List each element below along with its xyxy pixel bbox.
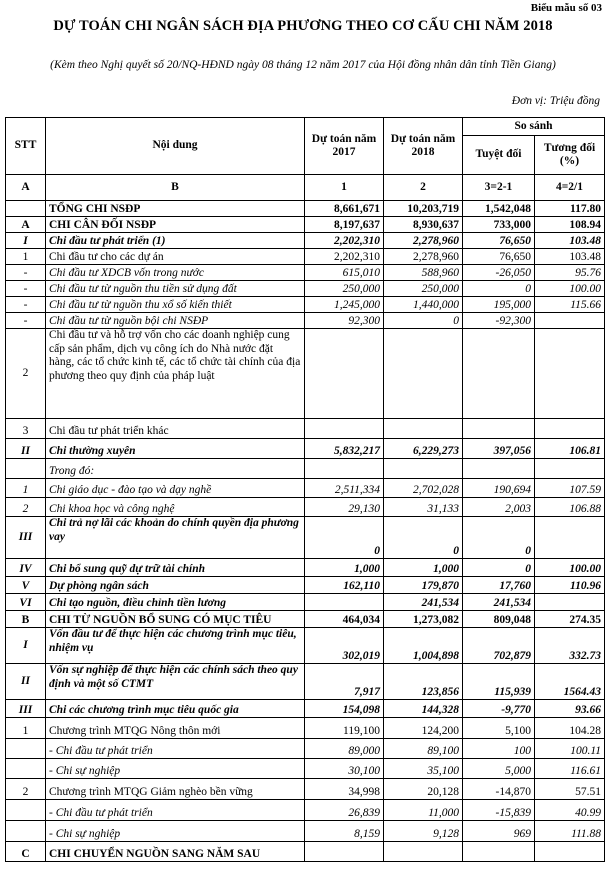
header-stt: STT xyxy=(6,118,46,175)
row-stt: 2 xyxy=(6,779,46,800)
row-absolute-change: 2,003 xyxy=(463,498,535,517)
row-estimate-2017: 615,010 xyxy=(305,265,384,281)
row-relative-change: 100.00 xyxy=(535,559,605,577)
row-content: Chi đầu tư từ nguồn thu tiền sử dụng đất xyxy=(46,281,305,297)
row-estimate-2018: 0 xyxy=(384,313,463,329)
unit-label: Đơn vị: Triệu đồng xyxy=(511,95,600,107)
row-estimate-2017: 8,661,671 xyxy=(305,201,384,217)
row-estimate-2018: 2,702,028 xyxy=(384,479,463,498)
row-stt: - xyxy=(6,265,46,281)
row-relative-change: 111.88 xyxy=(535,821,605,842)
row-absolute-change xyxy=(463,419,535,439)
row-estimate-2017: 0 xyxy=(305,517,384,559)
row-absolute-change: 115,939 xyxy=(463,664,535,700)
row-estimate-2017: 119,100 xyxy=(305,718,384,739)
row-estimate-2017: 5,832,217 xyxy=(305,439,384,459)
row-stt: 3 xyxy=(6,419,46,439)
table-row xyxy=(6,611,605,628)
row-stt: 1 xyxy=(6,249,46,265)
row-content: Chi đầu tư và hỗ trợ vốn cho các doanh nghiệp cung cấp sản phẩm, dịch vụ công ích do Nhà nước đặt hàng, các tổ chức kinh tế, các tổ chức tài chính của địa phương theo quy định của pháp luật xyxy=(46,329,305,419)
row-absolute-change: -92,300 xyxy=(463,313,535,329)
table-row xyxy=(6,577,605,594)
index-relative: 4=2/1 xyxy=(535,175,605,201)
index-2017: 1 xyxy=(305,175,384,201)
row-absolute-change: -14,870 xyxy=(463,779,535,800)
row-content: - Chi sự nghiệp xyxy=(46,821,305,842)
row-stt xyxy=(6,201,46,217)
row-relative-change xyxy=(535,594,605,611)
row-absolute-change: 76,650 xyxy=(463,249,535,265)
row-relative-change: 108.94 xyxy=(535,217,605,233)
row-relative-change: 104.28 xyxy=(535,718,605,739)
row-content: Chi bổ sung quỹ dự trữ tài chính xyxy=(46,559,305,577)
row-relative-change: 116.61 xyxy=(535,759,605,779)
row-estimate-2017: 8,159 xyxy=(305,821,384,842)
row-absolute-change: 733,000 xyxy=(463,217,535,233)
row-stt: II xyxy=(6,664,46,700)
header-relative: Tương đối (%) xyxy=(535,136,605,175)
row-content: - Chi đầu tư phát triển xyxy=(46,739,305,759)
row-estimate-2017: 89,000 xyxy=(305,739,384,759)
page-subtitle: (Kèm theo Nghị quyết số 20/NQ-HĐND ngày 08 tháng 12 năm 2017 của Hội đồng nhân dân tỉnh Tiền Giang) xyxy=(50,59,556,71)
row-absolute-change: 100 xyxy=(463,739,535,759)
row-absolute-change: 809,048 xyxy=(463,611,535,628)
header-content: Nội dung xyxy=(46,118,305,175)
row-stt: - xyxy=(6,313,46,329)
row-stt: V xyxy=(6,577,46,594)
table-row xyxy=(6,329,605,419)
row-stt xyxy=(6,800,46,821)
table-row xyxy=(6,439,605,459)
row-content: Chi thường xuyên xyxy=(46,439,305,459)
row-estimate-2018: 2,278,960 xyxy=(384,249,463,265)
row-relative-change xyxy=(535,842,605,862)
row-relative-change: 93.66 xyxy=(535,700,605,718)
row-absolute-change: -26,050 xyxy=(463,265,535,281)
row-estimate-2018: 8,930,637 xyxy=(384,217,463,233)
row-content: TỔNG CHI NSĐP xyxy=(46,201,305,217)
row-stt: - xyxy=(6,297,46,313)
row-relative-change: 115.66 xyxy=(535,297,605,313)
row-absolute-change: 702,879 xyxy=(463,628,535,664)
form-number: Biểu mẫu số 03 xyxy=(530,2,602,14)
row-estimate-2018: 31,133 xyxy=(384,498,463,517)
table-row xyxy=(6,559,605,577)
row-content: Vốn sự nghiệp để thực hiện các chính sách theo quy định và một số CTMT xyxy=(46,664,305,700)
header-absolute: Tuyệt đối xyxy=(463,136,535,175)
row-estimate-2018: 1,004,898 xyxy=(384,628,463,664)
table-row xyxy=(6,459,605,479)
row-absolute-change xyxy=(463,329,535,419)
row-estimate-2017: 464,034 xyxy=(305,611,384,628)
table-row xyxy=(6,419,605,439)
row-absolute-change: 17,760 xyxy=(463,577,535,594)
row-estimate-2017: 154,098 xyxy=(305,700,384,718)
table-row xyxy=(6,498,605,517)
row-estimate-2017: 302,019 xyxy=(305,628,384,664)
row-estimate-2017 xyxy=(305,419,384,439)
row-stt: III xyxy=(6,517,46,559)
row-stt: II xyxy=(6,439,46,459)
row-absolute-change: 1,542,048 xyxy=(463,201,535,217)
row-content: Vốn đầu tư để thực hiện các chương trình mục tiêu, nhiệm vụ xyxy=(46,628,305,664)
row-estimate-2018: 1,000 xyxy=(384,559,463,577)
row-estimate-2018 xyxy=(384,842,463,862)
row-estimate-2018: 250,000 xyxy=(384,281,463,297)
table-row xyxy=(6,700,605,718)
table-row xyxy=(6,821,605,842)
row-estimate-2018: 588,960 xyxy=(384,265,463,281)
row-relative-change: 106.81 xyxy=(535,439,605,459)
row-estimate-2018 xyxy=(384,419,463,439)
row-relative-change: 95.76 xyxy=(535,265,605,281)
row-stt xyxy=(6,739,46,759)
row-content: Chi giáo dục - đào tạo và dạy nghề xyxy=(46,479,305,498)
row-estimate-2018: 123,856 xyxy=(384,664,463,700)
table-row xyxy=(6,779,605,800)
row-estimate-2018: 35,100 xyxy=(384,759,463,779)
row-absolute-change: 969 xyxy=(463,821,535,842)
row-estimate-2017 xyxy=(305,329,384,419)
row-estimate-2018: 0 xyxy=(384,517,463,559)
table-row xyxy=(6,479,605,498)
table-row xyxy=(6,664,605,700)
table-row xyxy=(6,201,605,217)
table-row xyxy=(6,739,605,759)
row-stt: 1 xyxy=(6,718,46,739)
row-estimate-2018: 179,870 xyxy=(384,577,463,594)
row-content: Chương trình MTQG Nông thôn mới xyxy=(46,718,305,739)
row-content: - Chi đầu tư phát triển xyxy=(46,800,305,821)
row-relative-change: 110.96 xyxy=(535,577,605,594)
row-relative-change: 107.59 xyxy=(535,479,605,498)
row-estimate-2017: 2,202,310 xyxy=(305,249,384,265)
row-absolute-change: 5,000 xyxy=(463,759,535,779)
row-estimate-2017: 1,245,000 xyxy=(305,297,384,313)
row-content: Chi đầu tư phát triển (1) xyxy=(46,233,305,249)
row-estimate-2017 xyxy=(305,842,384,862)
row-content: Chi đầu tư phát triển khác xyxy=(46,419,305,439)
row-estimate-2017: 92,300 xyxy=(305,313,384,329)
row-stt: 2 xyxy=(6,498,46,517)
row-stt: C xyxy=(6,842,46,862)
row-relative-change: 57.51 xyxy=(535,779,605,800)
header-est-2018: Dự toán năm 2018 xyxy=(384,118,463,175)
row-absolute-change: 5,100 xyxy=(463,718,535,739)
row-content: Trong đó: xyxy=(46,459,305,479)
row-estimate-2017: 7,917 xyxy=(305,664,384,700)
row-absolute-change xyxy=(463,459,535,479)
row-estimate-2017: 8,197,637 xyxy=(305,217,384,233)
row-content: Chi trả nợ lãi các khoản do chính quyền địa phương vay xyxy=(46,517,305,559)
row-stt: 2 xyxy=(6,329,46,419)
row-estimate-2017 xyxy=(305,594,384,611)
row-absolute-change: 0 xyxy=(463,281,535,297)
table-row xyxy=(6,265,605,281)
row-stt: VI xyxy=(6,594,46,611)
budget-table xyxy=(5,117,605,862)
row-estimate-2018 xyxy=(384,329,463,419)
row-stt: I xyxy=(6,628,46,664)
row-absolute-change: 0 xyxy=(463,517,535,559)
header-compare: So sánh xyxy=(463,118,605,136)
row-absolute-change: 76,650 xyxy=(463,233,535,249)
row-absolute-change: 0 xyxy=(463,559,535,577)
index-stt: A xyxy=(6,175,46,201)
table-row xyxy=(6,517,605,559)
table-row xyxy=(6,281,605,297)
row-estimate-2017: 29,130 xyxy=(305,498,384,517)
row-content: Chi đầu tư cho các dự án xyxy=(46,249,305,265)
row-estimate-2018 xyxy=(384,459,463,479)
row-relative-change xyxy=(535,459,605,479)
row-stt: A xyxy=(6,217,46,233)
row-content: Chi đầu tư từ nguồn bội chi NSĐP xyxy=(46,313,305,329)
row-relative-change: 103.48 xyxy=(535,233,605,249)
row-content: Chi đầu tư từ nguồn thu xổ số kiến thiết xyxy=(46,297,305,313)
row-relative-change: 100.00 xyxy=(535,281,605,297)
row-absolute-change: -9,770 xyxy=(463,700,535,718)
table-row xyxy=(6,628,605,664)
row-estimate-2018: 20,128 xyxy=(384,779,463,800)
row-absolute-change: 190,694 xyxy=(463,479,535,498)
table-row xyxy=(6,313,605,329)
row-relative-change xyxy=(535,313,605,329)
row-absolute-change: 241,534 xyxy=(463,594,535,611)
row-stt: I xyxy=(6,233,46,249)
row-relative-change xyxy=(535,517,605,559)
row-relative-change: 332.73 xyxy=(535,628,605,664)
row-estimate-2018: 9,128 xyxy=(384,821,463,842)
row-estimate-2018: 1,440,000 xyxy=(384,297,463,313)
row-stt: IV xyxy=(6,559,46,577)
row-content: CHI CHUYỂN NGUỒN SANG NĂM SAU xyxy=(46,842,305,862)
index-absolute: 3=2-1 xyxy=(463,175,535,201)
row-absolute-change: 397,056 xyxy=(463,439,535,459)
row-estimate-2018: 89,100 xyxy=(384,739,463,759)
row-estimate-2017: 34,998 xyxy=(305,779,384,800)
row-estimate-2017: 2,511,334 xyxy=(305,479,384,498)
row-content: CHI CÂN ĐỐI NSĐP xyxy=(46,217,305,233)
row-estimate-2017: 2,202,310 xyxy=(305,233,384,249)
table-row xyxy=(6,800,605,821)
row-estimate-2018: 10,203,719 xyxy=(384,201,463,217)
row-content: - Chi sự nghiệp xyxy=(46,759,305,779)
row-relative-change: 103.48 xyxy=(535,249,605,265)
row-relative-change xyxy=(535,329,605,419)
table-row xyxy=(6,217,605,233)
index-2018: 2 xyxy=(384,175,463,201)
table-row xyxy=(6,297,605,313)
row-estimate-2017: 26,839 xyxy=(305,800,384,821)
row-estimate-2017: 162,110 xyxy=(305,577,384,594)
table-row xyxy=(6,759,605,779)
row-estimate-2018: 144,328 xyxy=(384,700,463,718)
index-content: B xyxy=(46,175,305,201)
row-stt xyxy=(6,821,46,842)
row-estimate-2017: 1,000 xyxy=(305,559,384,577)
row-estimate-2017: 30,100 xyxy=(305,759,384,779)
row-stt xyxy=(6,459,46,479)
row-stt: III xyxy=(6,700,46,718)
table-row xyxy=(6,842,605,862)
row-content: Dự phòng ngân sách xyxy=(46,577,305,594)
row-estimate-2018: 2,278,960 xyxy=(384,233,463,249)
header-est-2017: Dự toán năm 2017 xyxy=(305,118,384,175)
row-relative-change: 117.80 xyxy=(535,201,605,217)
row-estimate-2017 xyxy=(305,459,384,479)
row-stt: 1 xyxy=(6,479,46,498)
table-row xyxy=(6,718,605,739)
row-stt: B xyxy=(6,611,46,628)
row-absolute-change: 195,000 xyxy=(463,297,535,313)
row-content: Chi tạo nguồn, điều chỉnh tiền lương xyxy=(46,594,305,611)
row-estimate-2018: 124,200 xyxy=(384,718,463,739)
row-relative-change: 40.99 xyxy=(535,800,605,821)
page-title: DỰ TOÁN CHI NGÂN SÁCH ĐỊA PHƯƠNG THEO CƠ CẤU CHI NĂM 2018 xyxy=(53,18,553,34)
row-relative-change xyxy=(535,419,605,439)
row-estimate-2018: 11,000 xyxy=(384,800,463,821)
row-relative-change: 274.35 xyxy=(535,611,605,628)
row-content: Chi đầu tư XDCB vốn trong nước xyxy=(46,265,305,281)
table-row xyxy=(6,233,605,249)
table-row xyxy=(6,249,605,265)
row-content: CHI TỪ NGUỒN BỔ SUNG CÓ MỤC TIÊU xyxy=(46,611,305,628)
row-relative-change: 1564.43 xyxy=(535,664,605,700)
row-estimate-2018: 1,273,082 xyxy=(384,611,463,628)
row-relative-change: 106.88 xyxy=(535,498,605,517)
row-stt: - xyxy=(6,281,46,297)
table-row xyxy=(6,594,605,611)
row-absolute-change xyxy=(463,842,535,862)
row-estimate-2017: 250,000 xyxy=(305,281,384,297)
row-content: Chi khoa học và công nghệ xyxy=(46,498,305,517)
row-absolute-change: -15,839 xyxy=(463,800,535,821)
row-relative-change: 100.11 xyxy=(535,739,605,759)
row-content: Chi các chương trình mục tiêu quốc gia xyxy=(46,700,305,718)
row-stt xyxy=(6,759,46,779)
row-content: Chương trình MTQG Giảm nghèo bền vững xyxy=(46,779,305,800)
row-estimate-2018: 6,229,273 xyxy=(384,439,463,459)
row-estimate-2018: 241,534 xyxy=(384,594,463,611)
